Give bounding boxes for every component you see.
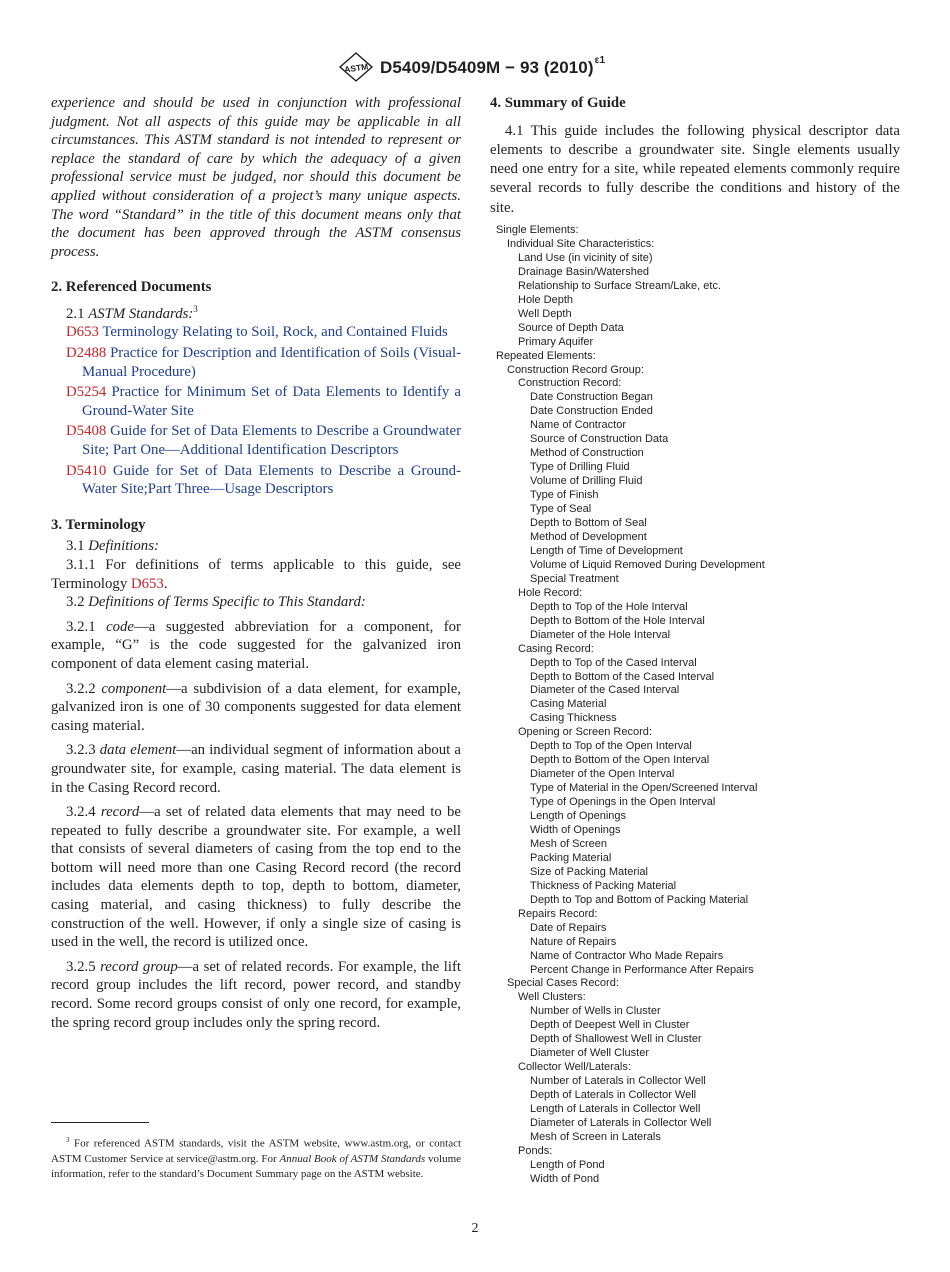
data-element-item: Diameter of Laterals in Collector Well: [530, 1117, 712, 1129]
astm-logo: [338, 52, 374, 82]
data-element-item: Special Treatment: [530, 572, 619, 585]
standard-designation: D5409/D5409M − 93 $(2010)^{\varepsilon 1}$: [380, 55, 606, 77]
reference-code-link[interactable]: D653: [66, 324, 99, 341]
data-element-item: Type of Drilling Fluid: [530, 461, 630, 474]
data-element-item: Depth to Bottom of Seal: [530, 517, 647, 530]
data-element-item: Date of Repairs: [530, 921, 607, 934]
data-element-item: Volume of Liquid Removed During Development: [530, 558, 765, 571]
reference-title-link[interactable]: Guide for Set of Data Elements to Describe a Groundwater Site; Part One—Additional Identification Descriptors: [82, 423, 461, 459]
data-element-item: Single Elements:: [496, 224, 579, 236]
data-element-item: Construction Record Group:: [507, 363, 644, 376]
definitions-label: 3.1 Definitions:: [66, 538, 159, 555]
astm-standards-label: 2.1 ASTM Standards:$^3$: [66, 303, 198, 322]
data-element-item: Well Clusters:: [518, 991, 586, 1004]
reference-code-link[interactable]: D5408: [66, 423, 107, 440]
term-definition: 3.2.5 record group—a set of related records. For example, the lift record group includes the lift record, power record, and standby record. Some record groups consist of only one record, for example, the spring record group includes only the spring record.: [51, 958, 462, 1031]
data-element-item: Type of Finish: [530, 489, 599, 502]
reference-item: [51, 383, 461, 420]
left-column: [51, 94, 461, 1032]
data-element-item: Mesh of Screen in Laterals: [530, 1130, 661, 1143]
epsilon-superscript: ε1: [594, 55, 606, 67]
data-element-item: Packing Material: [530, 851, 612, 864]
data-element-item: Source of Depth Data: [518, 321, 624, 334]
section-3-heading: 3. Terminology: [51, 516, 146, 533]
data-element-item: Thickness of Packing Material: [530, 879, 677, 892]
term-name: record group: [100, 958, 178, 975]
data-element-item: Casing Material: [530, 698, 607, 711]
reference-item: [51, 422, 461, 459]
data-element-item: Collector Well/Laterals:: [518, 1061, 631, 1074]
term-name: data element: [99, 742, 177, 759]
data-element-item: Size of Packing Material: [530, 865, 648, 878]
data-element-item: Length of Pond: [530, 1158, 605, 1171]
footnote-divider: [51, 1122, 149, 1123]
data-element-item: Mesh of Screen: [530, 837, 608, 850]
data-element-item: Length of Laterals in Collector Well: [530, 1103, 701, 1116]
data-element-item: Depth to Top of the Cased Interval: [530, 656, 697, 669]
data-element-item: Construction Record:: [518, 377, 622, 390]
data-element-item: Method of Development: [530, 530, 647, 543]
data-element-item: Repeated Elements:: [496, 349, 596, 362]
definitions-specific-label: 3.2 Definitions of Terms Specific to This Standard:: [66, 594, 366, 611]
data-element-item: Depth to Top of the Hole Interval: [530, 600, 688, 613]
data-element-item: Type of Seal: [530, 503, 592, 516]
data-element-item: Individual Site Characteristics:: [507, 237, 655, 250]
data-element-item: Hole Depth: [518, 293, 574, 306]
astm-logo-text: ASTM: [343, 61, 369, 75]
term-name: component: [101, 680, 167, 697]
page-header: [0, 50, 950, 86]
intro-paragraph: experience and should be used in conjunction with professional judgment. Not all aspects of this guide may be applicable in all circumstances. This ASTM standard is not intended to represent or replace the standard of care by which the adequacy of a given professional service must be judged, nor should this document be applied without consideration of a project’s many unique aspects. The word “Standard” in the title of this document means only that the document has been approved through the ASTM consensus process.: [51, 95, 461, 260]
page-number: 2: [471, 1221, 479, 1236]
data-element-item: Depth of Laterals in Collector Well: [530, 1089, 697, 1102]
section-4-heading: 4. Summary of Guide: [490, 95, 626, 111]
footnote: $^3$ For referenced ASTM standards, visit the ASTM website, www.astm.org, or contact ASTM Customer Service at service@astm.org. For Annual Book of ASTM Standards volume information, refer to the standard’s Document Summary page on the ASTM website.: [51, 1136, 462, 1180]
data-element-item: Special Cases Record:: [507, 977, 619, 990]
data-element-item: Primary Aquifer: [518, 335, 594, 348]
data-element-item: Name of Contractor Who Made Repairs: [530, 949, 724, 962]
reference-title-link[interactable]: Guide for Set of Data Elements to Describe a Ground-Water Site;Part Three—Usage Descriptors: [82, 462, 462, 498]
data-element-item: Percent Change in Performance After Repairs: [530, 963, 754, 976]
data-element-item: Repairs Record:: [518, 907, 598, 920]
data-element-item: Diameter of Well Cluster: [530, 1047, 649, 1060]
term-definition: 3.2.1 code—a suggested abbreviation for a component, for example, “G” is the code suggested for the galvanized iron component of data element casing material.: [51, 618, 461, 672]
reference-list: [51, 323, 461, 498]
reference-item: [51, 344, 461, 381]
data-element-item: Well Depth: [518, 307, 572, 320]
reference-title-link[interactable]: Terminology Relating to Soil, Rock, and Contained Fluids: [102, 324, 448, 341]
data-element-item: Method of Construction: [530, 447, 644, 460]
data-element-item: Drainage Basin/Watershed: [518, 265, 650, 278]
term-definition: 3.2.4 record—a set of related data elements that may need to be repeated to fully describe a groundwater site. For example, a well that consists of several diameters of casing from the top end to the bottom will need more than one Casing Record record (the record includes data elements depth to top, depth to bottom, diameter, casing material, and casing thickness) to fully describe the construction of the well. However, if only a single size of casing is used in the well, the record is utilized once.: [51, 804, 461, 951]
term-name: record: [100, 804, 140, 821]
data-element-item: Depth to Bottom of the Open Interval: [530, 754, 710, 767]
data-element-item: Opening or Screen Record:: [518, 726, 652, 739]
term-definition: 3.2.2 component—a subdivision of a data element, for example, galvanized iron is one of 30 components suggested for data element casing material.: [51, 680, 461, 734]
data-element-item: Number of Wells in Cluster: [530, 1005, 661, 1018]
data-element-item: Hole Record:: [518, 586, 583, 599]
data-element-item: Depth of Deepest Well in Cluster: [530, 1019, 690, 1032]
data-element-item: Depth to Top of the Open Interval: [530, 740, 692, 753]
data-element-item: Diameter of the Cased Interval: [530, 684, 680, 697]
terms-list: [51, 618, 461, 1032]
data-element-item: Depth to Bottom of the Hole Interval: [530, 614, 705, 627]
data-element-item: Diameter of the Open Interval: [530, 768, 675, 781]
right-column: [490, 94, 900, 218]
section-2-heading: 2. Referenced Documents: [51, 279, 212, 296]
data-element-item: Type of Material in the Open/Screened Interval: [530, 782, 758, 795]
data-element-item: Ponds:: [518, 1144, 553, 1157]
reference-title-link[interactable]: Practice for Description and Identification of Soils (Visual-Manual Procedure): [82, 345, 462, 380]
data-element-item: Nature of Repairs: [530, 935, 617, 948]
data-element-list: [496, 224, 765, 1187]
reference-code-link[interactable]: D5254: [66, 384, 107, 401]
reference-item: [51, 323, 461, 342]
data-element-item: Diameter of the Hole Interval: [530, 628, 671, 641]
term-name: code: [106, 618, 134, 635]
data-element-item: Depth of Shallowest Well in Cluster: [530, 1033, 702, 1046]
term-definition: 3.2.3 data element—an individual segment of information about a groundwater site, for example, casing material. The data element is in the Casing Record record.: [51, 742, 462, 796]
reference-title-link[interactable]: Practice for Minimum Set of Data Elements to Identify a Ground-Water Site: [82, 384, 461, 419]
d653-link[interactable]: D653: [130, 575, 164, 592]
data-element-item: Casing Record:: [518, 642, 594, 655]
data-element-item: Volume of Drilling Fluid: [530, 475, 643, 488]
data-element-item: Land Use (in vicinity of site): [518, 251, 653, 264]
reference-item: [51, 462, 461, 499]
data-element-item: Depth to Bottom of the Cased Interval: [530, 670, 715, 683]
data-element-item: Length of Openings: [530, 810, 627, 823]
data-element-item: Name of Contractor: [530, 419, 626, 432]
summary-paragraph: 4.1 This guide includes the following physical descriptor data elements to describe a groundwater site. Single elements usually need one entry for a site, while repeated elements commonly require several records to fully describe the conditions and history of the site.: [490, 122, 900, 216]
data-element-item: Source of Construction Data: [530, 433, 669, 446]
data-element-item: Date Construction Ended: [530, 405, 653, 418]
data-element-item: Width of Openings: [530, 823, 621, 836]
data-element-item: Type of Openings in the Open Interval: [530, 796, 716, 809]
data-element-item: Date Construction Began: [530, 391, 653, 404]
definition-3-1-1: 3.1.1 For definitions of terms applicable to this guide, see Terminology D653.: [51, 556, 461, 592]
data-element-item: Number of Laterals in Collector Well: [530, 1075, 706, 1088]
data-element-item: Depth to Top and Bottom of Packing Material: [530, 893, 749, 906]
reference-code-link[interactable]: D5410: [66, 462, 107, 479]
data-element-item: Width of Pond: [530, 1172, 600, 1185]
data-element-item: Relationship to Surface Stream/Lake, etc.: [518, 279, 721, 292]
data-element-item: Length of Time of Development: [530, 544, 683, 557]
data-element-item: Casing Thickness: [530, 712, 617, 725]
reference-code-link[interactable]: D2488: [66, 345, 107, 362]
